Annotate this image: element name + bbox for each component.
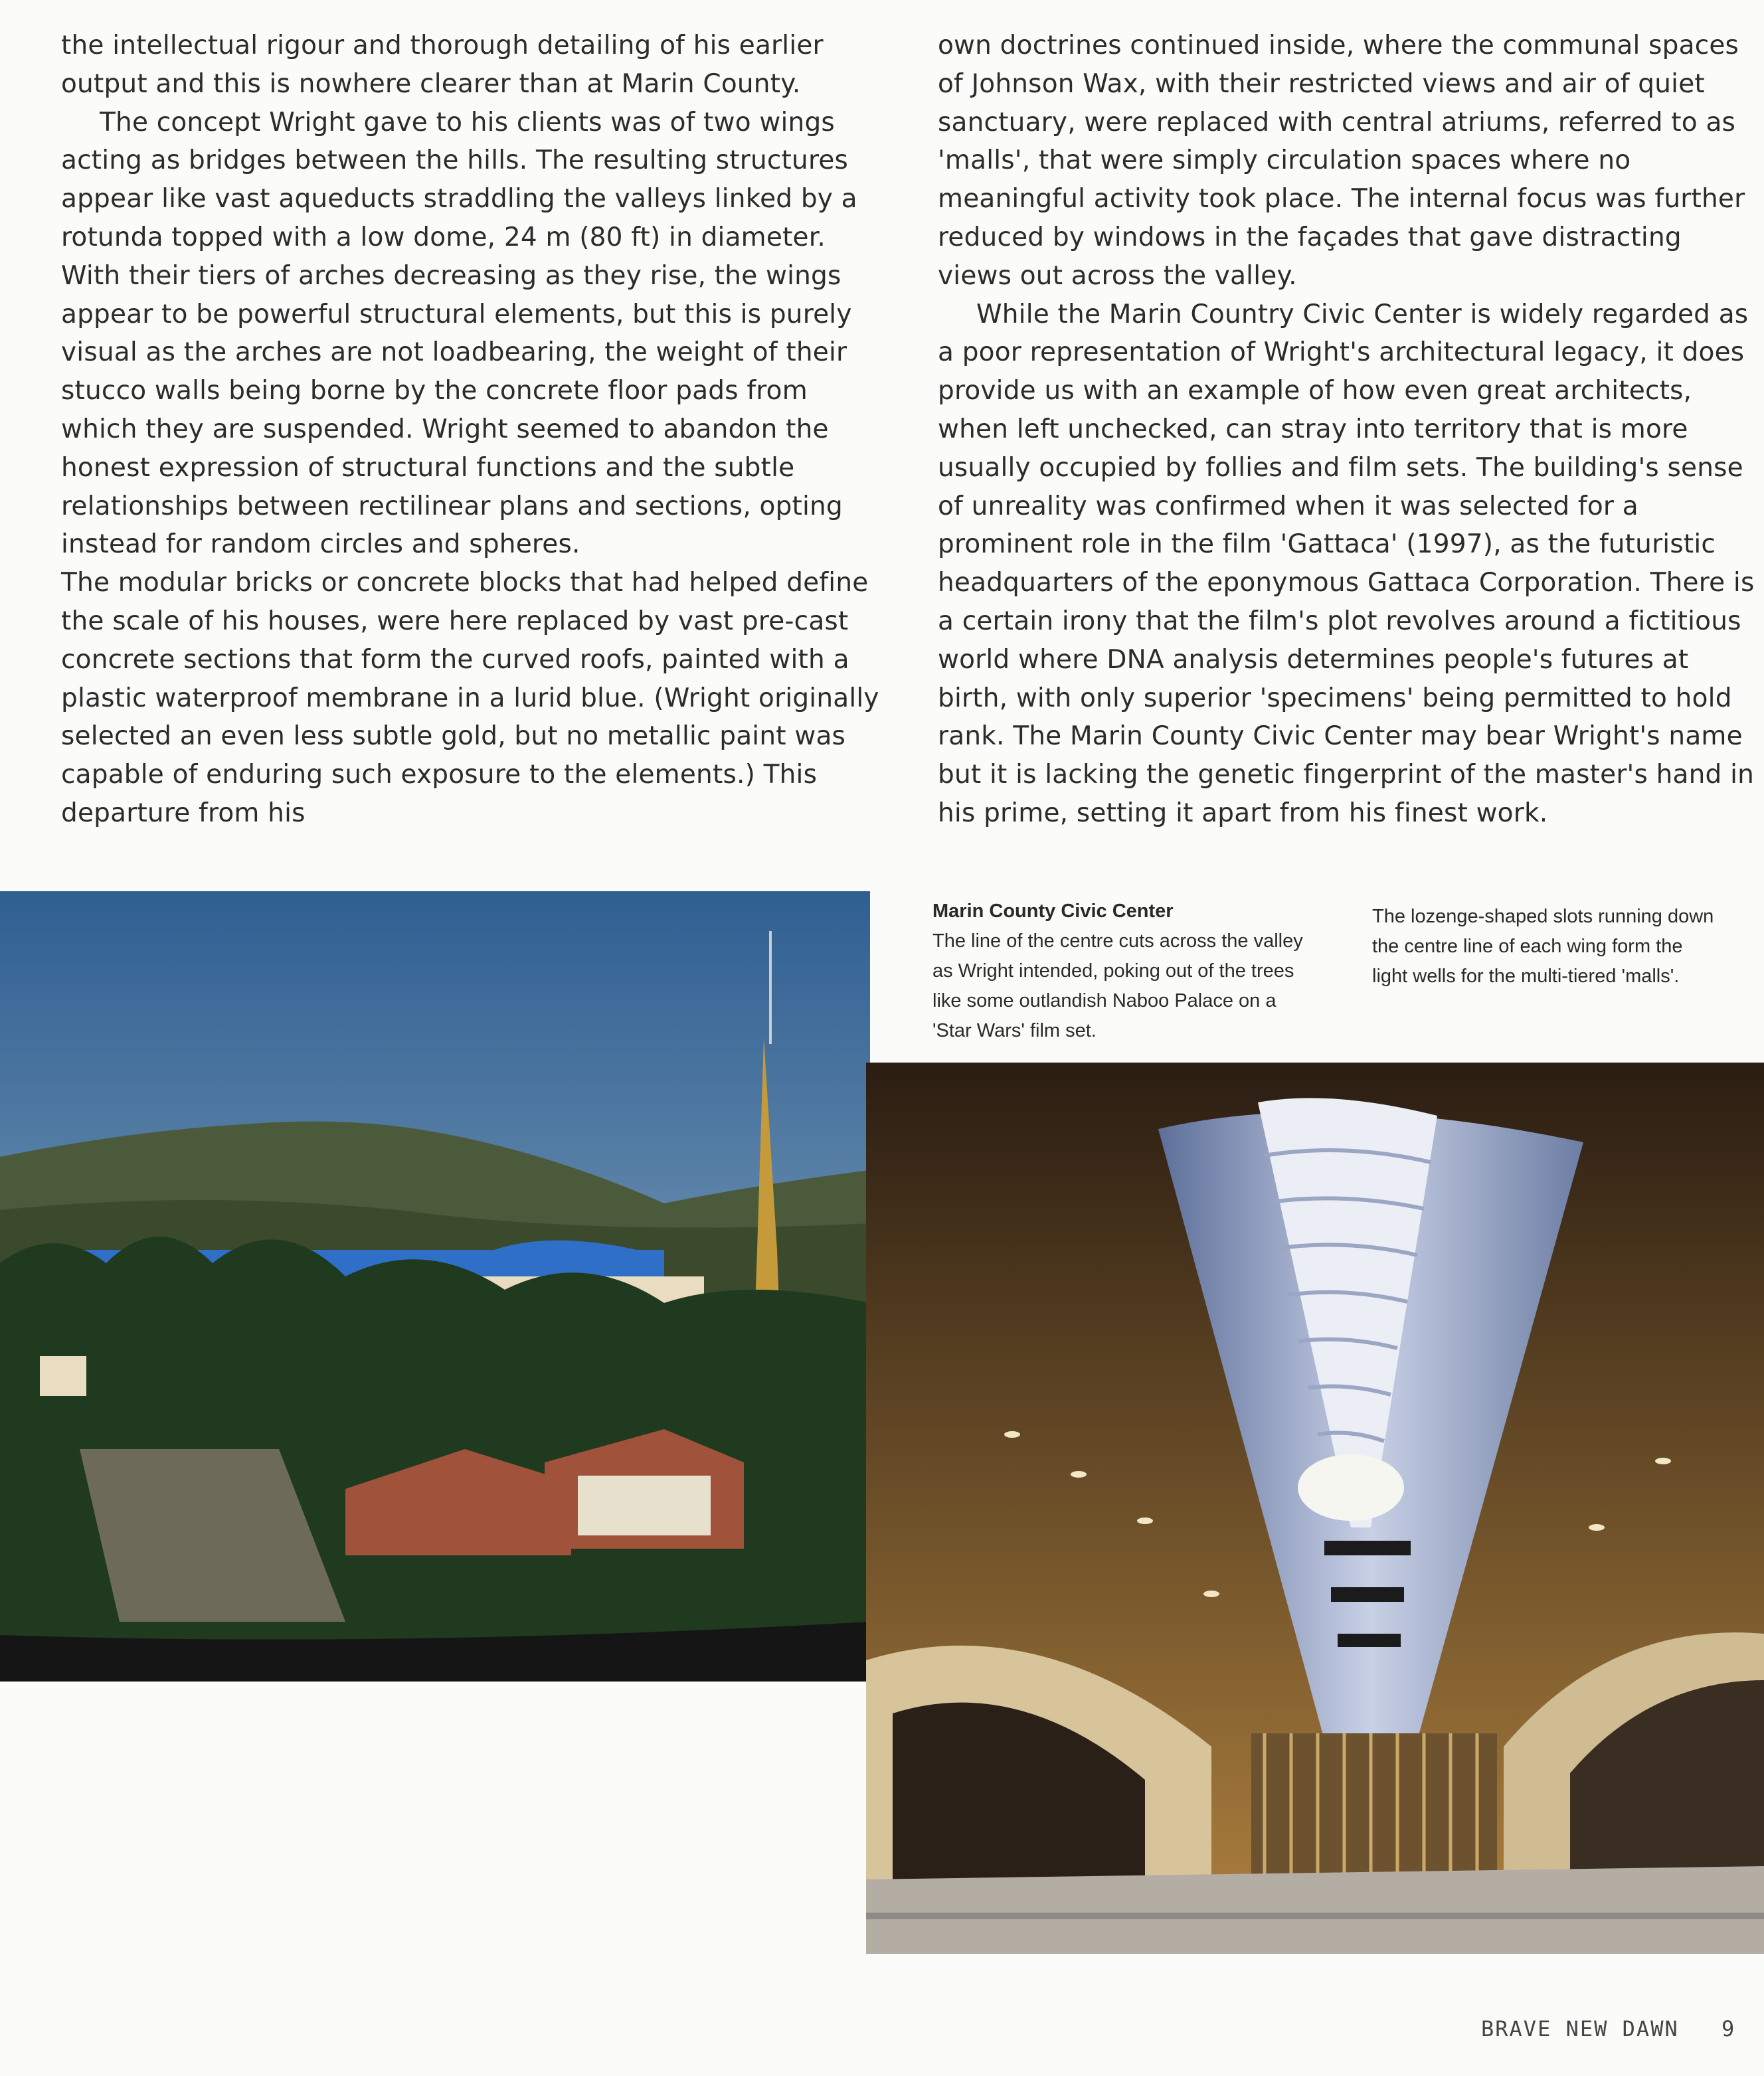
right-text-column [938,27,1759,833]
page-number: 9 [1721,2016,1736,2041]
page-footer [1481,2016,1760,2041]
body-paragraph: The concept Wright gave to his clients was of two wings acting as bridges between the hills. The resulting structures appear like vast aqueducts straddling the valleys linked by a rotunda topped with a low dome, 24 m (80 ft) in diameter. With their tiers of arches decreasing as they rise, the wings appear to be powerful structural elements, but this is purely visual as the arches are not loadbearing, the weight of their stucco walls being borne by the concrete floor pads from which they are suspended. Wright seemed to abandon the honest expression of structural functions and the subtle relationships between rectilinear plans and sections, opting instead for random circles and spheres. [61,107,857,560]
body-paragraph: own doctrines continued inside, where the communal spaces of Johnson Wax, with their restricted views and air of quiet sanctuary, were replaced with central atriums, referred to as 'malls', that were simply circulation spaces where no meaningful activity took place. The internal focus was further reduced by windows in the façades that gave distracting views out across the valley. [938,31,1745,291]
photo-caption-interior [1372,902,1718,992]
interior-photo [866,1063,1764,1954]
photo-caption-exterior [932,897,1304,1046]
body-paragraph: The modular bricks or concrete blocks that had helped define the scale of his houses, were here replaced by vast pre-cast concrete sections that form the curved roofs, painted with a plastic waterproof membrane in a lurid blue. (Wright originally selected an even less subtle gold, but no metallic paint was capable of enduring such exposure to the elements.) This departure from his [61,568,879,828]
running-title: BRAVE NEW DAWN [1481,2016,1679,2041]
caption-title: Marin County Civic Center [932,901,1174,922]
body-paragraph: While the Marin Country Civic Center is widely regarded as a poor representation of Wright's architectural legacy, it does provide us with an example of how even great architects, when left unchecked, can stray into territory that is more usually occupied by follies and film sets. The building's sense of unreality was confirmed when it was selected for a prominent role in the film 'Gattaca' (1997), as the futuristic headquarters of the eponymous Gattaca Corporation. There is a certain irony that the film's plot revolves around a fictitious world where DNA analysis determines people's futures at birth, with only superior 'specimens' being permitted to hold rank. The Marin County Civic Center may bear Wright's name but it is lacking the genetic fingerprint of the master's hand in his prime, setting it apart from his finest work. [938,299,1755,828]
exterior-photo [0,891,870,1682]
body-paragraph: the intellectual rigour and thorough detailing of his earlier output and this is nowhere clearer than at Marin County. [61,31,824,99]
left-text-column [61,27,885,833]
caption-text: The lozenge-shaped slots running down the centre line of each wing form the light wells for the multi-tiered 'malls'. [1372,906,1714,987]
caption-text: The line of the centre cuts across the valley as Wright intended, poking out of the trees like some outlandish Naboo Palace on a 'Star Wars' film set. [932,930,1303,1041]
